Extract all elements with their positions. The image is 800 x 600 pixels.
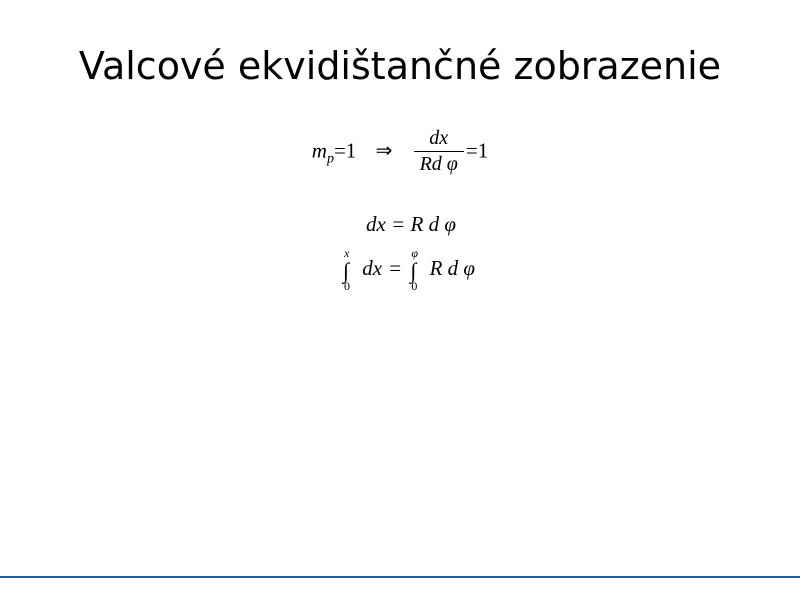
integral-left-body: dx xyxy=(362,255,383,280)
integral-right-body: R d φ xyxy=(429,255,476,280)
formula-line-2: dx = R d φ xyxy=(366,212,456,236)
formula-line-1-inner xyxy=(312,128,488,177)
formula-block xyxy=(0,127,800,293)
subscript-p: p xyxy=(326,151,334,167)
integral-right-upper-limit: φ xyxy=(411,246,418,260)
integral-right-lower-limit: 0 xyxy=(411,279,418,293)
page-title: Valcové ekvidištančné zobrazenie xyxy=(78,44,722,88)
formula-line-1 xyxy=(0,128,800,190)
integral-left-icon xyxy=(341,246,357,293)
variable-m: m xyxy=(311,138,327,163)
formula-line-3 xyxy=(0,246,800,293)
footer-divider xyxy=(0,576,800,578)
fraction-denominator: Rd φ xyxy=(419,153,458,175)
integral-left-lower-limit: 0 xyxy=(343,279,350,293)
equals-one-left: =1 xyxy=(333,138,357,163)
fraction-numerator: dx xyxy=(414,127,464,152)
integral-right-icon xyxy=(408,246,424,293)
equals-sign: = xyxy=(389,255,402,280)
integral-left-sign: ∫ xyxy=(342,258,349,283)
implies-arrow: ⇒ xyxy=(375,140,393,163)
integral-right-sign: ∫ xyxy=(410,258,417,283)
fraction-dx-over-rdphi xyxy=(414,127,464,176)
equals-one-right: =1 xyxy=(465,138,489,163)
integral-left-upper-limit: x xyxy=(343,246,350,260)
